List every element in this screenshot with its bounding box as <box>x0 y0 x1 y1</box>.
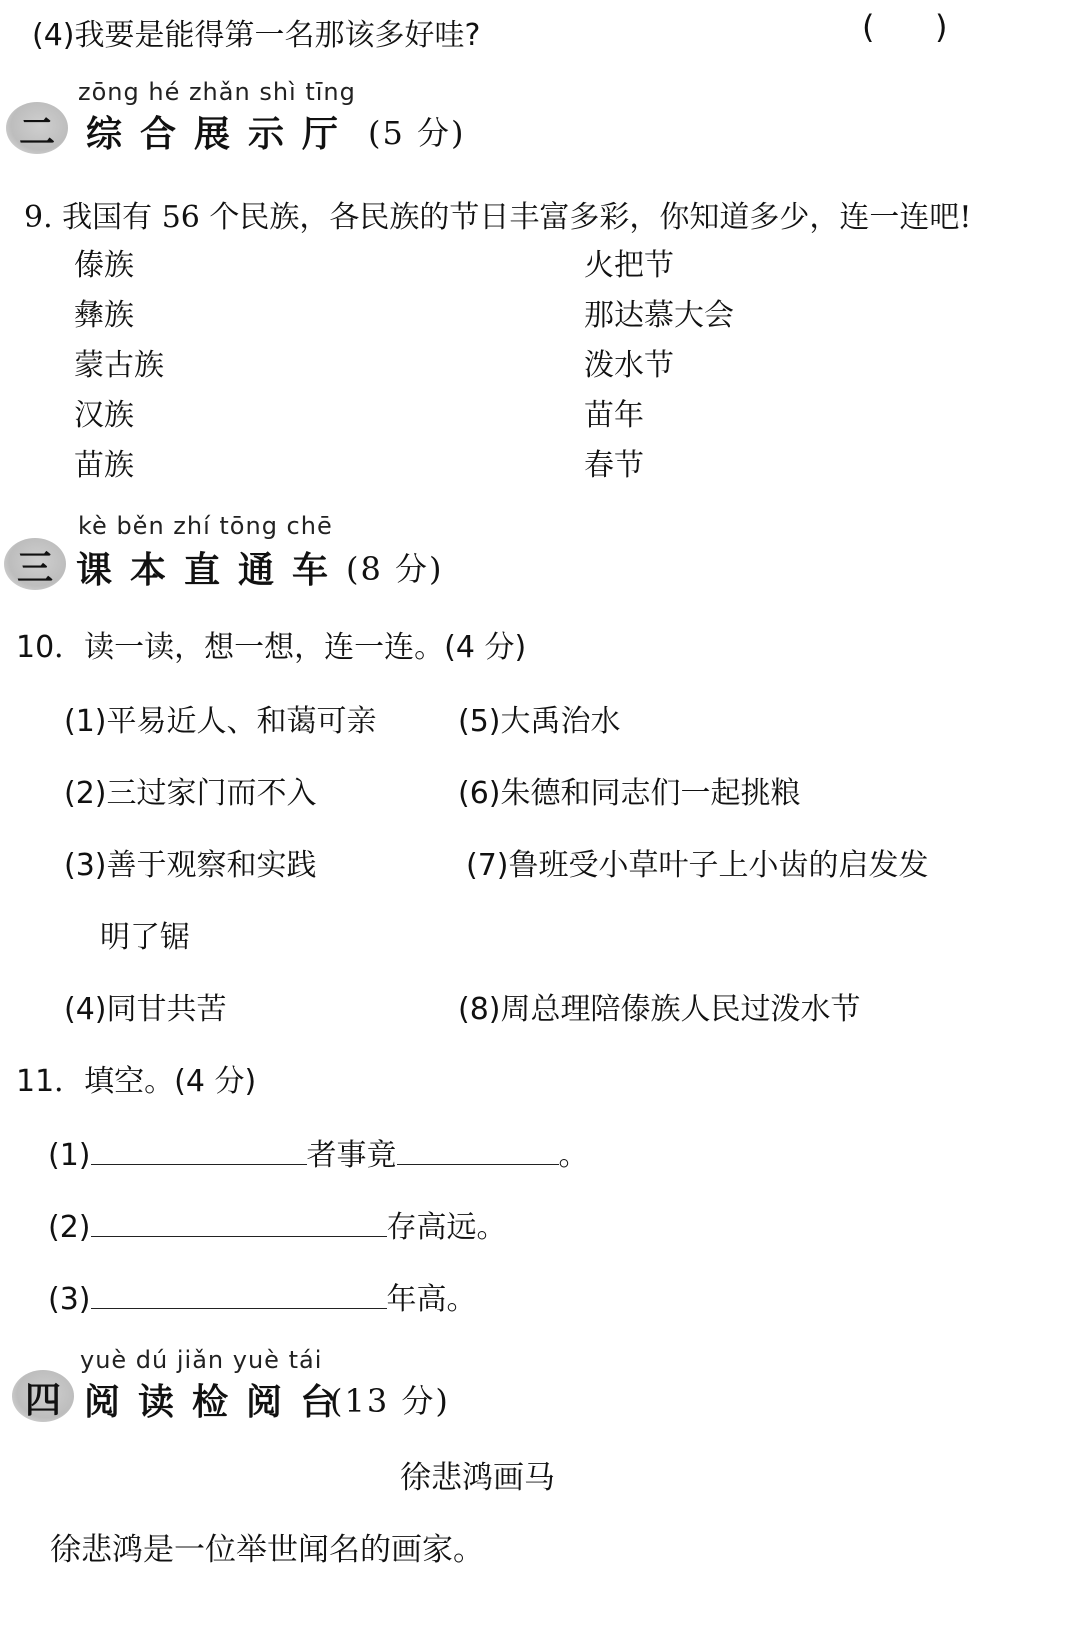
match-right-7: (7)鲁班受小草叶子上小齿的启发发 <box>466 848 929 883</box>
section-3-title: 课本直通车 <box>76 550 347 591</box>
question-11-prompt: 11．填空。(4 分) <box>16 1064 257 1099</box>
match-left-1: (1)平易近人、和蔼可亲 <box>64 704 377 739</box>
fill-item-1-middle: 者事竟 <box>306 1138 397 1173</box>
reading-title: 徐悲鸿画马 <box>400 1460 555 1496</box>
fill-item-1-end: 。 <box>558 1138 589 1173</box>
fill-item-2-label: (2) <box>48 1210 91 1245</box>
ethnic-group-3: 蒙古族 <box>74 348 164 383</box>
answer-paren-open: ( <box>862 8 875 46</box>
ethnic-group-5: 苗族 <box>74 448 134 483</box>
match-right-7-continuation: 明了锯 <box>100 920 190 955</box>
fill-item-3 <box>48 1274 477 1318</box>
section-4-pinyin: yuè dú jiǎn yuè tái <box>80 1346 323 1374</box>
section-2-score: (5 分) <box>368 114 466 152</box>
fill-blank-1b[interactable] <box>397 1136 559 1165</box>
fill-item-3-end: 年高。 <box>386 1282 477 1317</box>
festival-1: 火把节 <box>584 248 674 283</box>
section-3-score: (8 分) <box>346 550 444 588</box>
question-9-prompt: 9. 我国有 56 个民族，各民族的节日丰富多彩，你知道多少，连一连吧! <box>24 200 972 235</box>
fill-blank-2[interactable] <box>91 1208 387 1237</box>
fill-item-2-end: 存高远。 <box>386 1210 507 1245</box>
fill-item-3-label: (3) <box>48 1282 91 1317</box>
answer-paren-close: ) <box>935 8 948 46</box>
festival-5: 春节 <box>584 448 644 483</box>
fill-item-1-label: (1) <box>48 1138 91 1173</box>
fill-item-1 <box>48 1130 589 1174</box>
match-left-3: (3)善于观察和实践 <box>64 848 317 883</box>
question-8-item-4: (4)我要是能得第一名那该多好哇? <box>32 18 481 53</box>
festival-2: 那达慕大会 <box>584 298 734 333</box>
match-right-8: (8)周总理陪傣族人民过泼水节 <box>458 992 861 1027</box>
question-10-prompt: 10．读一读，想一想，连一连。(4 分) <box>16 630 527 665</box>
section-4-title: 阅读检阅台 <box>84 1382 355 1423</box>
ethnic-group-1: 傣族 <box>74 248 134 283</box>
match-left-4: (4)同甘共苦 <box>64 992 227 1027</box>
section-3-number: 三 <box>16 548 53 589</box>
section-4-score: (13 分) <box>330 1382 450 1420</box>
section-2-number: 二 <box>18 112 55 153</box>
ethnic-group-2: 彝族 <box>74 298 134 333</box>
fill-blank-1a[interactable] <box>91 1136 307 1165</box>
festival-4: 苗年 <box>584 398 644 433</box>
reading-first-line: 徐悲鸿是一位举世闻名的画家。 <box>50 1532 484 1568</box>
ethnic-group-4: 汉族 <box>74 398 134 433</box>
section-4-number: 四 <box>24 1380 61 1421</box>
fill-item-2 <box>48 1202 507 1246</box>
match-left-2: (2)三过家门而不入 <box>64 776 317 811</box>
section-3-pinyin: kè běn zhí tōng chē <box>78 512 333 540</box>
section-2-pinyin: zōng hé zhǎn shì tīng <box>78 78 356 106</box>
festival-3: 泼水节 <box>584 348 674 383</box>
fill-blank-3[interactable] <box>91 1280 387 1309</box>
match-right-5: (5)大禹治水 <box>458 704 621 739</box>
section-2-title: 综合展示厅 <box>86 114 357 155</box>
match-right-6: (6)朱德和同志们一起挑粮 <box>458 776 801 811</box>
